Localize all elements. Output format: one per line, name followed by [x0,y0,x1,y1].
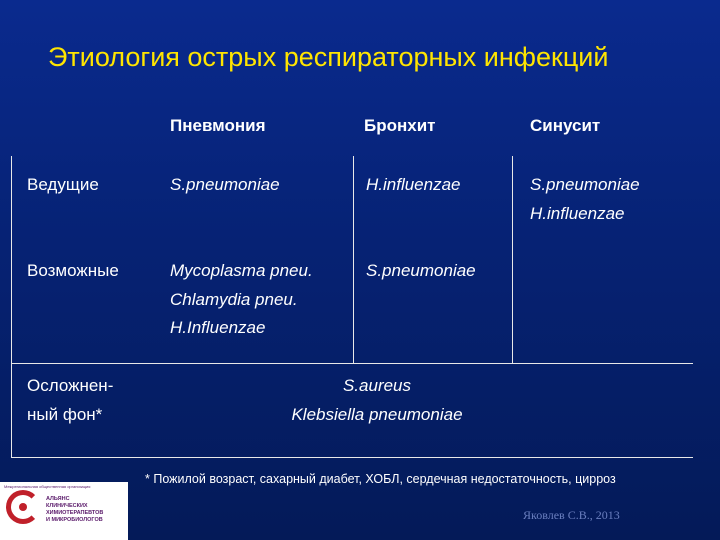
column-header-bronchitis: Бронхит [364,116,436,135]
cell-possible-pneumonia: Mycoplasma pneu. Chlamydia pneu. H.Influenzae [170,261,313,337]
column-header-sinusitis: Синусит [530,116,601,135]
table-border-left [11,156,12,364]
logo-caption: Межрегиональная общественная организация [4,484,91,489]
row-label-complicated: Осложнен- ный фон* [27,376,114,424]
table-border-left-lower [11,363,12,458]
row-label-leading: Ведущие [27,175,99,194]
footnote: * Пожилой возраст, сахарный диабет, ХОБЛ, сердечная недостаточность, цирроз [145,472,616,486]
cell-leading-bronchitis: H.influenzae [366,175,461,194]
column-divider-2 [512,156,513,364]
column-header-pneumonia: Пневмония [170,116,266,135]
table-border-bottom [11,457,693,458]
row-label-possible: Возможные [27,261,119,280]
column-divider-1 [353,156,354,364]
cell-possible-bronchitis: S.pneumoniae [366,261,476,280]
logo-text: АЛЬЯНС КЛИНИЧЕСКИХ ХИМИОТЕРАПЕВТОВ И МИКРОБИОЛОГОВ [46,496,104,523]
cell-leading-pneumonia: S.pneumoniae [170,175,280,194]
logo-dot-icon [19,503,27,511]
organization-logo [0,482,128,540]
author-credit: Яковлев С.В., 2013 [523,508,620,522]
row-divider [11,363,693,364]
slide-title: Этиология острых респираторных инфекций [48,42,609,72]
cell-complicated-combined: S.aureus Klebsiella pneumoniae [291,376,463,424]
cell-leading-sinusitis: S.pneumoniae H.influenzae [530,175,640,223]
